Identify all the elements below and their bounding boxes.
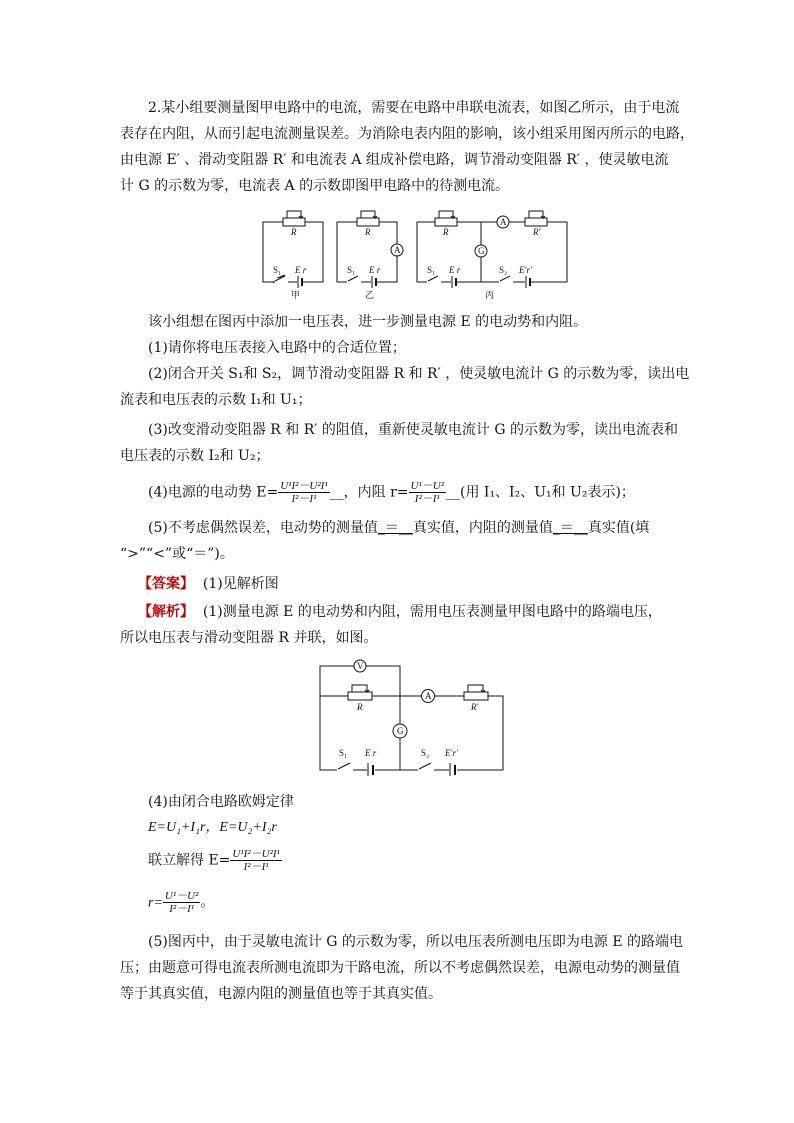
problem-line-5: 该小组想在图丙中添加一电压表，进一步测量电源 E 的电动势和内阻。 [148, 314, 588, 330]
analysis-line-6: r= $\frac{\text{U¹－U²}}{\text{I²－I¹}}$ 。 [148, 890, 215, 915]
question-4: (4)电源的电动势 E= $\frac{\text{U¹I²－U²I¹}}{\text{I²－I¹}}$ __，内阻 r= $\frac{\text{U¹－U²}}{\text{I²－I¹}}$ __(用 I₁、I₂、U₁和 U₂表示)； [148, 480, 635, 505]
problem-line-1: 2.某小组要测量图甲电路中的电流，需要在电路中串联电流表，如图乙所示，由于电流 [148, 100, 680, 116]
problem-line-4: 计 G 的示数为零，电流表 A 的示数即图甲电路中的待测电流。 [120, 178, 510, 194]
answer: 【答案】 (1)见解析图 [138, 576, 279, 592]
label-Er-bing: E r [449, 265, 461, 275]
solution-circuit [315, 658, 510, 776]
blank-1: ＝ [384, 520, 399, 536]
analysis-line-1: 【解析】 (1)测量电源 E 的电动势和内阻，需用电压表测量甲图电路中的路端电压， [138, 604, 662, 620]
circuit-bing [417, 211, 567, 288]
question-2-line-1: (2)闭合开关 S₁和 S₂，调节滑动变阻器 R 和 R′ ，使灵敏电流计 G 的示数为零，读出电 [148, 366, 690, 382]
label-R-jia: R [291, 227, 297, 237]
label-yi: 乙 [365, 291, 375, 301]
analysis-line-9: 等于其真实值，电源内阻的测量值也等于其真实值。 [120, 986, 442, 1002]
question-3-line-1: (3)改变滑动变阻器 R 和 R′ 的阻值，重新使灵敏电流计 G 的示数为零，读出电流表和 [148, 422, 678, 438]
question-5-line-2: “>”“<”或“＝”)。 [120, 546, 234, 562]
label-bing: 丙 [485, 291, 495, 301]
label-A-sol: A [425, 691, 432, 701]
analysis-line-4: E=U₁+I₁r，E=U₂+I₂r [148, 820, 277, 835]
circuit-jia [263, 211, 323, 288]
label-Er-sol: E r [365, 748, 377, 758]
label-Rp-bing: R′ [533, 227, 541, 237]
label-Er-yi: E r [369, 265, 381, 275]
label-G-sol: G [397, 726, 404, 736]
label-A-yi: A [394, 245, 401, 255]
label-jia: 甲 [291, 291, 301, 301]
question-1: (1)请你将电压表接入电路中的合适位置； [148, 340, 406, 356]
fraction-E: $\frac{\text{U¹I²－U²I¹}}{\text{I²－I¹}}$ [280, 480, 328, 505]
analysis-line-8: 压；由题意可得电流表所测电流即为干路电流，所以不考虑偶然误差，电源电动势的测量值 [120, 960, 680, 976]
fraction-r-solution: $\frac{\text{U¹－U²}}{\text{I²－I¹}}$ [164, 890, 199, 915]
analysis-line-2: 所以电压表与滑动变阻器 R 并联，如图。 [120, 630, 378, 646]
answer-tag: 【答案】 [138, 576, 194, 592]
analysis-tag: 【解析】 [138, 604, 194, 620]
label-S1-jia: S₁ [273, 265, 282, 275]
label-Eprp-bing: E′r′ [519, 265, 532, 275]
fraction-r: $\frac{\text{U¹－U²}}{\text{I²－I¹}}$ [410, 480, 444, 505]
problem-line-2: 表存在内阻，从而引起电流测量误差。为消除电表内阻的影响，该小组采用图丙所示的电路， [120, 126, 694, 142]
label-G-bing: G [478, 246, 485, 256]
label-R-sol: R [357, 702, 363, 712]
label-S2-bing: S₂ [499, 265, 508, 275]
label-Eprp-sol: E′r′ [445, 748, 458, 758]
question-3-line-2: 电压表的示数 I₂和 U₂； [120, 448, 270, 464]
label-S1-yi: S₁ [347, 265, 356, 275]
analysis-line-3: (4)由闭合电路欧姆定律 [148, 794, 294, 810]
analysis-line-7: (5)图丙中，由于灵敏电流计 G 的示数为零，所以电压表所测电压即为电源 E 的路端电 [148, 934, 684, 950]
label-S1-bing: S₁ [427, 265, 436, 275]
label-R-bing: R [443, 227, 449, 237]
fraction-E-solution: $\frac{\text{U¹I²－U²I¹}}{\text{I²－I¹}}$ [232, 848, 280, 873]
label-A-bing: A [500, 217, 507, 227]
label-R-yi: R [365, 227, 371, 237]
label-Rp-sol: R′ [471, 702, 479, 712]
analysis-line-5: 联立解得 E= $\frac{\text{U¹I²－U²I¹}}{\text{I²－I¹}}$ [148, 848, 280, 873]
label-Er-jia: E r [295, 265, 307, 275]
problem-line-3: 由电源 E′ 、滑动变阻器 R′ 和电流表 A 组成补偿电路，调节滑动变阻器 R′ ，使灵敏电流 [120, 152, 669, 168]
label-S1-sol: S₁ [339, 748, 348, 758]
question-2-line-2: 流表和电压表的示数 I₁和 U₁； [120, 392, 312, 408]
blank-2: ＝ [559, 520, 574, 536]
question-5-line-1: (5)不考虑偶然误差，电动势的测量值_＝__真实值，内阻的测量值_＝__真实值(填 [148, 520, 650, 536]
label-S2-sol: S₂ [421, 748, 430, 758]
circuit-figures [255, 205, 575, 305]
label-V-sol: V [357, 661, 364, 671]
